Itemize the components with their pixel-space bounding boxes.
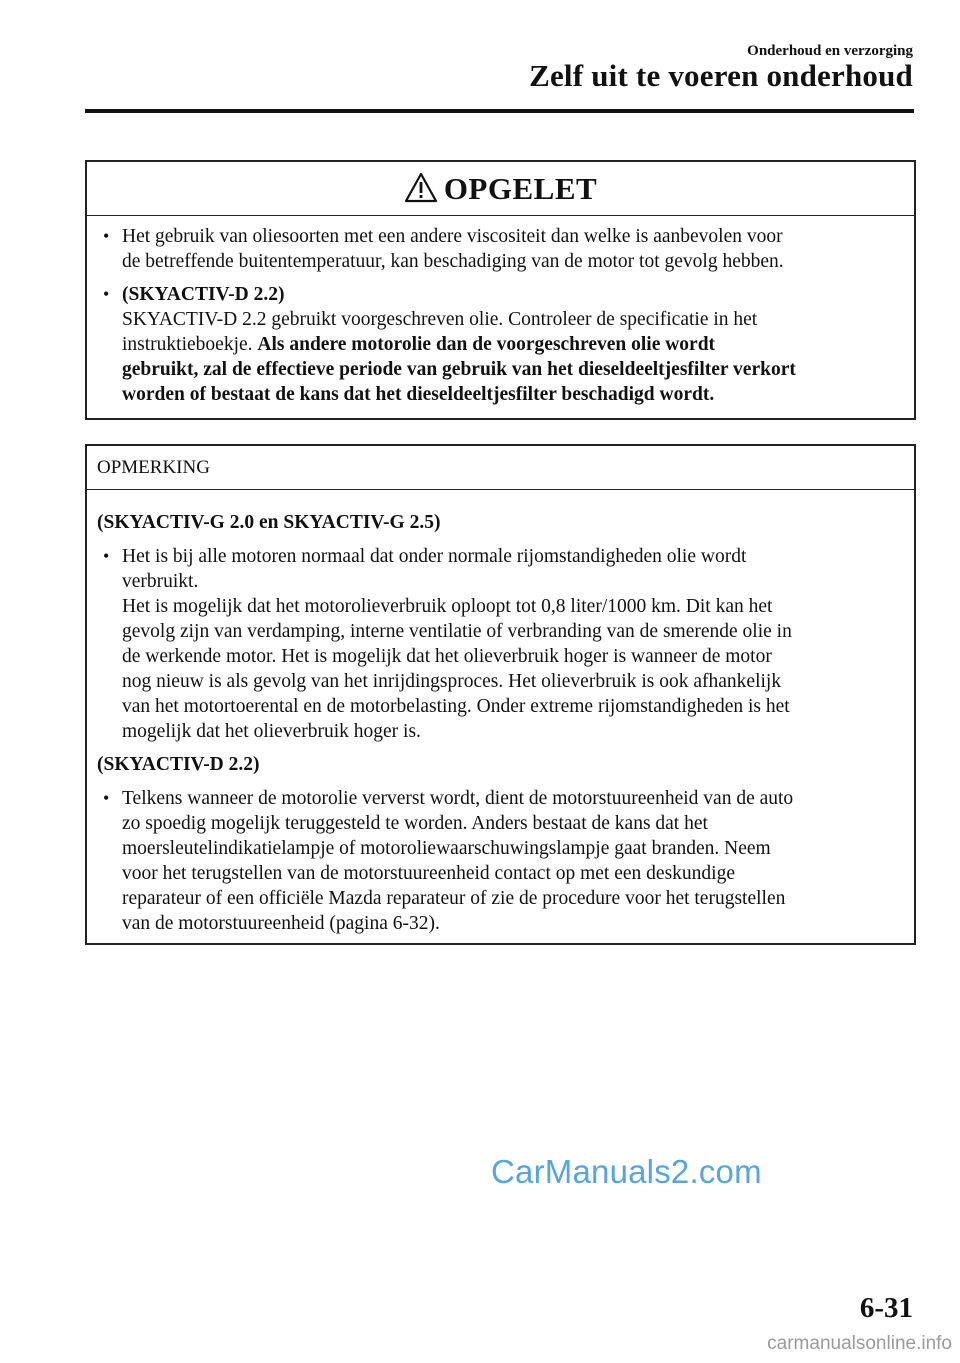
text-line: moersleutelindikatielampje of motoroliewaarschuwingslampje gaat branden. Neem [122,838,771,859]
warning-triangle-icon [404,172,438,203]
note-body [87,490,914,936]
text-line: SKYACTIV-D 2.2 gebruikt voorgeschreven olie. Controleer de specificatie in het [122,309,758,330]
text-plain: instruktieboekje. [122,334,258,355]
text-line: verbruikt. [122,571,199,592]
text-line: nog nieuw is als gevolg van het inrijdingsproces. Het olieverbruik is ook afhankelijk [122,671,782,692]
text-line: reparateur of een officiële Mazda reparateur of zie de procedure voor het terugstellen [122,888,786,909]
text-line: mogelijk dat het olieverbruik hoger is. [122,721,421,742]
text-line: • Het is bij alle motoren normaal dat onder normale rijomstandigheden olie wordt [122,546,747,567]
text-line [122,332,904,357]
text-line: Het is mogelijk dat het motorolieverbruik oploopt tot 0,8 liter/1000 km. Dit kan het [122,596,773,617]
caution-header [87,162,914,216]
text-line: van de motorstuureenheid (pagina 6-32). [122,913,440,934]
note-title: OPMERKING [97,456,210,478]
note-box [85,444,916,945]
caution-item-heading: • (SKYACTIV-D 2.2) [122,284,285,305]
text-line: de betreffende buitentemperatuur, kan beschadiging van de motor tot gevolg hebben. [122,251,784,272]
caution-box [85,160,916,420]
header-divider [85,109,914,113]
page-number: 6-31 [859,1292,913,1324]
note-item-ecu-reset [97,786,904,936]
text-line: van het motortoerental en de motorbelasting. Onder extreme rijomstandigheden is het [122,696,790,717]
watermark-logo: CarManuals2.com [491,1153,762,1190]
caution-title: OPGELET [443,170,598,206]
text-line: zo spoedig mogelijk teruggesteld te worden. Anders bestaat de kans dat het [122,813,708,834]
note-subheading: (SKYACTIV-G 2.0 en SKYACTIV-G 2.5) [97,512,441,533]
text-emphasis: Als andere motorolie dan de voorgeschreven olie wordt [257,334,716,355]
text-line: voor het terugstellen van de motorstuureenheid contact op met een deskundige [122,863,735,884]
page-title: Zelf uit te voeren onderhoud [529,58,913,93]
caution-item-viscosity [97,224,904,274]
note-item-oil-consumption [97,544,904,744]
text-emphasis: worden of bestaat de kans dat het dieseldeeltjesfilter beschadigd wordt. [122,384,715,405]
text-line: gevolg zijn van verdamping, interne ventilatie of verbranding van de smerende olie in [122,621,792,642]
footer-watermark: carmanualsonline.info [767,1333,952,1354]
text-line: • Telkens wanneer de motorolie ververst wordt, dient de motorstuureenheid van de auto [122,788,794,809]
caution-item-skyactiv-d [97,282,904,407]
text-line: de werkende motor. Het is mogelijk dat het olieverbruik hoger is wanneer de motor [122,646,772,667]
section-title: Onderhoud en verzorging [747,43,913,59]
caution-body [87,216,914,407]
text-line: • Het gebruik van oliesoorten met een andere viscositeit dan welke is aanbevolen voor [122,226,783,247]
note-header [87,446,914,490]
note-subheading: (SKYACTIV-D 2.2) [97,754,260,775]
text-emphasis: gebruikt, zal de effectieve periode van gebruik van het dieseldeeltjesfilter verkort [122,359,796,380]
